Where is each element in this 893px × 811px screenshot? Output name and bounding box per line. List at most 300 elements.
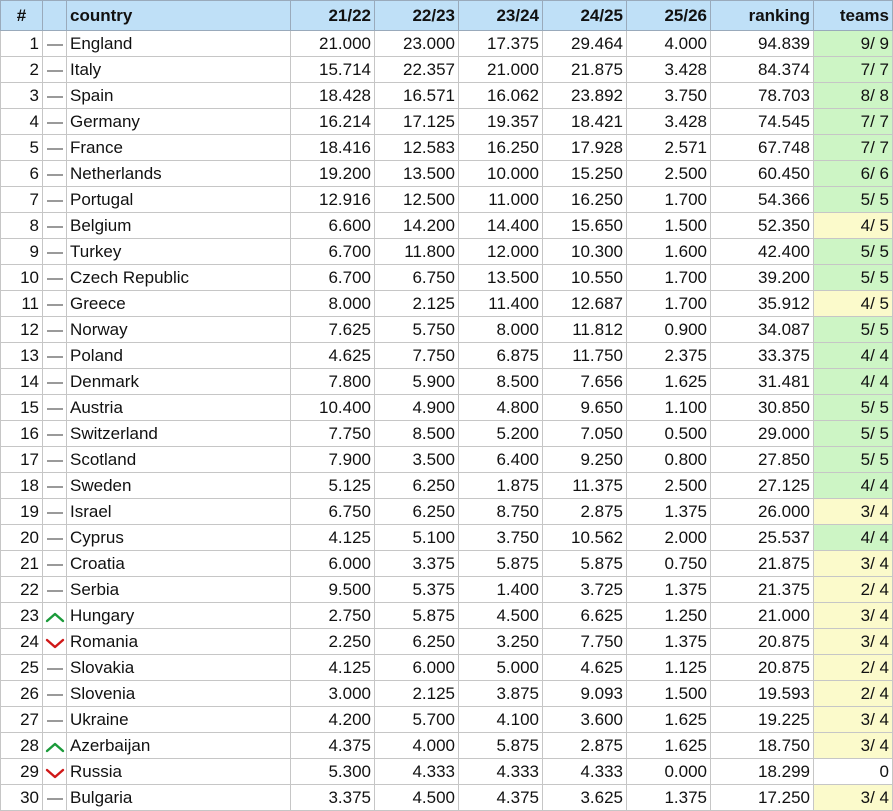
trend-unchanged-icon [45, 325, 65, 337]
season-2425-cell: 7.050 [543, 421, 627, 447]
season-2324-cell: 5.200 [459, 421, 543, 447]
season-2324-cell: 1.875 [459, 473, 543, 499]
column-header-teams[interactable]: teams [814, 1, 893, 31]
table-row [1, 213, 893, 239]
season-2223-cell: 5.375 [375, 577, 459, 603]
season-2223-cell: 3.500 [375, 447, 459, 473]
season-2526-cell: 0.750 [627, 551, 711, 577]
trend-cell [43, 317, 67, 343]
trend-unchanged-icon [45, 377, 65, 389]
season-2425-cell: 6.625 [543, 603, 627, 629]
ranking-cell: 21.875 [711, 551, 814, 577]
season-2526-cell: 2.500 [627, 473, 711, 499]
trend-cell [43, 343, 67, 369]
season-2324-cell: 8.750 [459, 499, 543, 525]
rank-cell: 16 [1, 421, 43, 447]
season-2223-cell: 6.250 [375, 629, 459, 655]
season-2425-cell: 11.750 [543, 343, 627, 369]
teams-cell: 9/ 9 [814, 31, 893, 57]
season-2324-cell: 16.062 [459, 83, 543, 109]
trend-unchanged-icon [45, 39, 65, 51]
season-2425-cell: 4.625 [543, 655, 627, 681]
teams-cell: 4/ 4 [814, 369, 893, 395]
column-header-season-2122[interactable]: 21/22 [291, 1, 375, 31]
season-2223-cell: 23.000 [375, 31, 459, 57]
season-2223-cell: 8.500 [375, 421, 459, 447]
country-cell: Slovakia [67, 655, 291, 681]
rank-cell: 1 [1, 31, 43, 57]
season-2223-cell: 4.900 [375, 395, 459, 421]
season-2425-cell: 18.421 [543, 109, 627, 135]
season-2324-cell: 4.500 [459, 603, 543, 629]
trend-cell [43, 551, 67, 577]
ranking-cell: 78.703 [711, 83, 814, 109]
column-header-country[interactable]: country [67, 1, 291, 31]
rank-cell: 14 [1, 369, 43, 395]
country-cell: France [67, 135, 291, 161]
teams-cell: 5/ 5 [814, 447, 893, 473]
season-2223-cell: 6.000 [375, 655, 459, 681]
season-2122-cell: 7.900 [291, 447, 375, 473]
teams-cell: 3/ 4 [814, 785, 893, 811]
trend-unchanged-icon [45, 403, 65, 415]
column-header-season-2425[interactable]: 24/25 [543, 1, 627, 31]
season-2324-cell: 4.800 [459, 395, 543, 421]
ranking-cell: 34.087 [711, 317, 814, 343]
season-2526-cell: 1.700 [627, 265, 711, 291]
table-row [1, 681, 893, 707]
rank-cell: 17 [1, 447, 43, 473]
season-2526-cell: 1.600 [627, 239, 711, 265]
season-2223-cell: 6.750 [375, 265, 459, 291]
country-cell: England [67, 31, 291, 57]
season-2223-cell: 5.750 [375, 317, 459, 343]
teams-cell: 5/ 5 [814, 395, 893, 421]
season-2223-cell: 5.900 [375, 369, 459, 395]
table-row [1, 291, 893, 317]
season-2122-cell: 6.000 [291, 551, 375, 577]
trend-cell [43, 57, 67, 83]
season-2526-cell: 3.428 [627, 109, 711, 135]
trend-cell [43, 447, 67, 473]
ranking-cell: 17.250 [711, 785, 814, 811]
rank-cell: 9 [1, 239, 43, 265]
table-row [1, 577, 893, 603]
season-2425-cell: 2.875 [543, 733, 627, 759]
trend-unchanged-icon [45, 247, 65, 259]
season-2324-cell: 14.400 [459, 213, 543, 239]
rank-cell: 4 [1, 109, 43, 135]
ranking-cell: 20.875 [711, 655, 814, 681]
season-2324-cell: 5.875 [459, 551, 543, 577]
teams-cell: 3/ 4 [814, 603, 893, 629]
season-2324-cell: 8.500 [459, 369, 543, 395]
season-2324-cell: 19.357 [459, 109, 543, 135]
trend-unchanged-icon [45, 273, 65, 285]
season-2425-cell: 4.333 [543, 759, 627, 785]
season-2223-cell: 6.250 [375, 499, 459, 525]
season-2425-cell: 10.300 [543, 239, 627, 265]
trend-unchanged-icon [45, 195, 65, 207]
table-row [1, 603, 893, 629]
teams-cell: 5/ 5 [814, 265, 893, 291]
country-cell: Turkey [67, 239, 291, 265]
table-row [1, 707, 893, 733]
season-2425-cell: 17.928 [543, 135, 627, 161]
teams-cell: 3/ 4 [814, 629, 893, 655]
ranking-cell: 20.875 [711, 629, 814, 655]
country-cell: Netherlands [67, 161, 291, 187]
season-2122-cell: 2.750 [291, 603, 375, 629]
season-2324-cell: 8.000 [459, 317, 543, 343]
season-2425-cell: 16.250 [543, 187, 627, 213]
teams-cell: 2/ 4 [814, 577, 893, 603]
country-cell: Austria [67, 395, 291, 421]
ranking-cell: 74.545 [711, 109, 814, 135]
season-2223-cell: 3.375 [375, 551, 459, 577]
teams-cell: 2/ 4 [814, 681, 893, 707]
season-2324-cell: 3.875 [459, 681, 543, 707]
season-2526-cell: 2.000 [627, 525, 711, 551]
season-2122-cell: 4.125 [291, 655, 375, 681]
season-2526-cell: 0.000 [627, 759, 711, 785]
season-2425-cell: 15.250 [543, 161, 627, 187]
country-cell: Belgium [67, 213, 291, 239]
season-2223-cell: 11.800 [375, 239, 459, 265]
ranking-cell: 33.375 [711, 343, 814, 369]
teams-cell: 3/ 4 [814, 551, 893, 577]
season-2324-cell: 21.000 [459, 57, 543, 83]
ranking-cell: 54.366 [711, 187, 814, 213]
trend-unchanged-icon [45, 351, 65, 363]
country-cell: Serbia [67, 577, 291, 603]
trend-cell [43, 109, 67, 135]
country-cell: Scotland [67, 447, 291, 473]
table-row [1, 31, 893, 57]
trend-down-icon [45, 637, 65, 649]
table-row [1, 187, 893, 213]
teams-cell: 4/ 5 [814, 213, 893, 239]
season-2425-cell: 10.562 [543, 525, 627, 551]
season-2324-cell: 4.100 [459, 707, 543, 733]
table-row [1, 447, 893, 473]
season-2526-cell: 1.375 [627, 785, 711, 811]
ranking-cell: 35.912 [711, 291, 814, 317]
country-cell: Sweden [67, 473, 291, 499]
season-2526-cell: 1.500 [627, 681, 711, 707]
season-2526-cell: 1.500 [627, 213, 711, 239]
season-2122-cell: 16.214 [291, 109, 375, 135]
trend-unchanged-icon [45, 507, 65, 519]
season-2223-cell: 12.583 [375, 135, 459, 161]
season-2223-cell: 2.125 [375, 291, 459, 317]
season-2526-cell: 1.375 [627, 499, 711, 525]
column-header-trend [43, 1, 67, 31]
rank-cell: 26 [1, 681, 43, 707]
trend-cell [43, 395, 67, 421]
season-2122-cell: 21.000 [291, 31, 375, 57]
teams-cell: 5/ 5 [814, 421, 893, 447]
teams-cell: 6/ 6 [814, 161, 893, 187]
trend-unchanged-icon [45, 533, 65, 545]
country-cell: Bulgaria [67, 785, 291, 811]
season-2526-cell: 1.100 [627, 395, 711, 421]
season-2526-cell: 0.500 [627, 421, 711, 447]
country-cell: Hungary [67, 603, 291, 629]
rank-cell: 18 [1, 473, 43, 499]
season-2223-cell: 12.500 [375, 187, 459, 213]
country-cell: Spain [67, 83, 291, 109]
season-2526-cell: 1.700 [627, 291, 711, 317]
country-cell: Germany [67, 109, 291, 135]
season-2223-cell: 13.500 [375, 161, 459, 187]
season-2122-cell: 4.375 [291, 733, 375, 759]
trend-cell [43, 473, 67, 499]
table-row [1, 733, 893, 759]
trend-unchanged-icon [45, 663, 65, 675]
ranking-cell: 84.374 [711, 57, 814, 83]
ranking-cell: 39.200 [711, 265, 814, 291]
rank-cell: 3 [1, 83, 43, 109]
teams-cell: 2/ 4 [814, 655, 893, 681]
trend-up-icon [45, 741, 65, 753]
rank-cell: 19 [1, 499, 43, 525]
season-2425-cell: 21.875 [543, 57, 627, 83]
season-2223-cell: 6.250 [375, 473, 459, 499]
trend-unchanged-icon [45, 455, 65, 467]
table-row [1, 109, 893, 135]
season-2324-cell: 12.000 [459, 239, 543, 265]
trend-cell [43, 239, 67, 265]
teams-cell: 4/ 5 [814, 291, 893, 317]
table-row [1, 317, 893, 343]
rank-cell: 28 [1, 733, 43, 759]
trend-unchanged-icon [45, 793, 65, 805]
table-row [1, 369, 893, 395]
rank-cell: 22 [1, 577, 43, 603]
teams-cell: 3/ 4 [814, 499, 893, 525]
country-cell: Russia [67, 759, 291, 785]
teams-cell: 5/ 5 [814, 317, 893, 343]
rank-cell: 23 [1, 603, 43, 629]
season-2324-cell: 4.333 [459, 759, 543, 785]
trend-cell [43, 265, 67, 291]
teams-cell: 0 [814, 759, 893, 785]
trend-cell [43, 707, 67, 733]
teams-cell: 4/ 4 [814, 473, 893, 499]
trend-unchanged-icon [45, 689, 65, 701]
trend-cell [43, 629, 67, 655]
season-2122-cell: 4.625 [291, 343, 375, 369]
season-2122-cell: 4.200 [291, 707, 375, 733]
season-2122-cell: 2.250 [291, 629, 375, 655]
trend-unchanged-icon [45, 169, 65, 181]
season-2122-cell: 9.500 [291, 577, 375, 603]
season-2324-cell: 3.750 [459, 525, 543, 551]
season-2122-cell: 4.125 [291, 525, 375, 551]
season-2122-cell: 3.375 [291, 785, 375, 811]
season-2223-cell: 4.500 [375, 785, 459, 811]
trend-cell [43, 577, 67, 603]
season-2526-cell: 1.625 [627, 707, 711, 733]
table-row [1, 785, 893, 811]
teams-cell: 7/ 7 [814, 135, 893, 161]
season-2425-cell: 9.093 [543, 681, 627, 707]
trend-unchanged-icon [45, 299, 65, 311]
ranking-cell: 27.125 [711, 473, 814, 499]
rank-cell: 5 [1, 135, 43, 161]
trend-cell [43, 369, 67, 395]
season-2122-cell: 5.300 [291, 759, 375, 785]
season-2223-cell: 22.357 [375, 57, 459, 83]
season-2122-cell: 18.416 [291, 135, 375, 161]
column-header-ranking[interactable]: ranking [711, 1, 814, 31]
table-row [1, 57, 893, 83]
season-2425-cell: 11.812 [543, 317, 627, 343]
season-2425-cell: 3.600 [543, 707, 627, 733]
trend-unchanged-icon [45, 559, 65, 571]
rank-cell: 11 [1, 291, 43, 317]
country-cell: Azerbaijan [67, 733, 291, 759]
table-row [1, 525, 893, 551]
column-header-season-2526[interactable]: 25/26 [627, 1, 711, 31]
trend-cell [43, 31, 67, 57]
table-row [1, 343, 893, 369]
trend-cell [43, 525, 67, 551]
season-2122-cell: 7.750 [291, 421, 375, 447]
ranking-cell: 19.593 [711, 681, 814, 707]
table-row [1, 161, 893, 187]
trend-cell [43, 161, 67, 187]
rank-cell: 6 [1, 161, 43, 187]
season-2425-cell: 2.875 [543, 499, 627, 525]
column-header-rank[interactable]: # [1, 1, 43, 31]
season-2425-cell: 12.687 [543, 291, 627, 317]
ranking-cell: 21.000 [711, 603, 814, 629]
season-2425-cell: 9.650 [543, 395, 627, 421]
season-2122-cell: 19.200 [291, 161, 375, 187]
table-row [1, 395, 893, 421]
country-cell: Ukraine [67, 707, 291, 733]
rank-cell: 15 [1, 395, 43, 421]
country-cell: Slovenia [67, 681, 291, 707]
table-row [1, 421, 893, 447]
season-2526-cell: 1.375 [627, 577, 711, 603]
season-2324-cell: 16.250 [459, 135, 543, 161]
table-row [1, 239, 893, 265]
season-2223-cell: 4.000 [375, 733, 459, 759]
season-2425-cell: 29.464 [543, 31, 627, 57]
season-2122-cell: 6.700 [291, 239, 375, 265]
season-2425-cell: 9.250 [543, 447, 627, 473]
rank-cell: 13 [1, 343, 43, 369]
table-row [1, 499, 893, 525]
season-2122-cell: 15.714 [291, 57, 375, 83]
ranking-cell: 18.750 [711, 733, 814, 759]
table-row [1, 473, 893, 499]
rank-cell: 2 [1, 57, 43, 83]
trend-down-icon [45, 767, 65, 779]
rank-cell: 10 [1, 265, 43, 291]
ranking-cell: 18.299 [711, 759, 814, 785]
column-header-season-2324[interactable]: 23/24 [459, 1, 543, 31]
table-header [1, 1, 893, 31]
season-2223-cell: 5.875 [375, 603, 459, 629]
table-row [1, 629, 893, 655]
header-row [1, 1, 893, 31]
teams-cell: 4/ 4 [814, 525, 893, 551]
country-cell: Switzerland [67, 421, 291, 447]
ranking-cell: 30.850 [711, 395, 814, 421]
season-2425-cell: 5.875 [543, 551, 627, 577]
season-2223-cell: 7.750 [375, 343, 459, 369]
ranking-cell: 29.000 [711, 421, 814, 447]
season-2223-cell: 14.200 [375, 213, 459, 239]
rank-cell: 30 [1, 785, 43, 811]
season-2425-cell: 3.625 [543, 785, 627, 811]
country-cell: Cyprus [67, 525, 291, 551]
season-2526-cell: 1.700 [627, 187, 711, 213]
season-2526-cell: 1.125 [627, 655, 711, 681]
ranking-cell: 31.481 [711, 369, 814, 395]
country-cell: Croatia [67, 551, 291, 577]
season-2526-cell: 3.428 [627, 57, 711, 83]
season-2425-cell: 7.656 [543, 369, 627, 395]
rank-cell: 24 [1, 629, 43, 655]
teams-cell: 5/ 5 [814, 239, 893, 265]
season-2122-cell: 7.800 [291, 369, 375, 395]
trend-cell [43, 421, 67, 447]
trend-cell [43, 759, 67, 785]
rank-cell: 27 [1, 707, 43, 733]
country-cell: Greece [67, 291, 291, 317]
trend-cell [43, 291, 67, 317]
trend-unchanged-icon [45, 91, 65, 103]
column-header-season-2223[interactable]: 22/23 [375, 1, 459, 31]
season-2526-cell: 4.000 [627, 31, 711, 57]
season-2425-cell: 3.725 [543, 577, 627, 603]
country-cell: Israel [67, 499, 291, 525]
trend-unchanged-icon [45, 221, 65, 233]
table-body [1, 31, 893, 811]
rank-cell: 7 [1, 187, 43, 213]
ranking-cell: 67.748 [711, 135, 814, 161]
season-2324-cell: 10.000 [459, 161, 543, 187]
rank-cell: 12 [1, 317, 43, 343]
season-2122-cell: 6.750 [291, 499, 375, 525]
teams-cell: 3/ 4 [814, 733, 893, 759]
country-cell: Italy [67, 57, 291, 83]
season-2526-cell: 0.900 [627, 317, 711, 343]
table-row [1, 135, 893, 161]
season-2526-cell: 1.375 [627, 629, 711, 655]
season-2324-cell: 13.500 [459, 265, 543, 291]
season-2425-cell: 23.892 [543, 83, 627, 109]
rank-cell: 21 [1, 551, 43, 577]
trend-cell [43, 603, 67, 629]
trend-up-icon [45, 611, 65, 623]
season-2122-cell: 8.000 [291, 291, 375, 317]
season-2324-cell: 3.250 [459, 629, 543, 655]
trend-cell [43, 187, 67, 213]
country-cell: Romania [67, 629, 291, 655]
teams-cell: 7/ 7 [814, 109, 893, 135]
table-row [1, 265, 893, 291]
trend-unchanged-icon [45, 117, 65, 129]
season-2223-cell: 17.125 [375, 109, 459, 135]
trend-cell [43, 213, 67, 239]
season-2425-cell: 10.550 [543, 265, 627, 291]
